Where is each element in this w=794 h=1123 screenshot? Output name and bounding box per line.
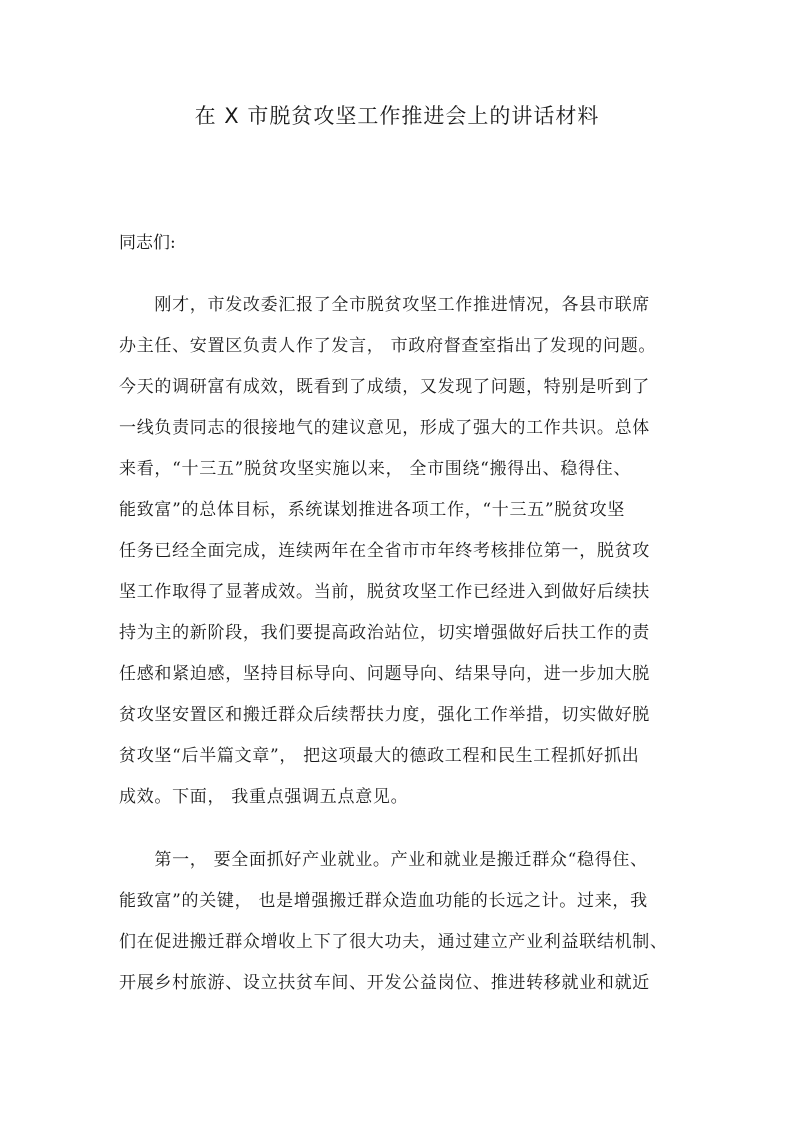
paragraph-line: 办主任、安置区负责人作了发言， 市政府督查室指出了发现的问题。 <box>119 336 657 356</box>
paragraph-line: 今天的调研富有成效，既看到了成绩，又发现了问题，特别是听到了 <box>119 377 650 397</box>
paragraph-line: 任务已经全面完成，连续两年在全省市市年终考核排位第一，脱贫攻 <box>119 541 650 561</box>
salutation: 同志们: <box>119 233 176 253</box>
paragraph-line: 开展乡村旅游、设立扶贫车间、开发公益岗位、推进转移就业和就近 <box>119 973 650 993</box>
paragraph-line: 能致富”的关键， 也是增强搬迁群众造血功能的长远之计。过来，我 <box>119 891 648 911</box>
document-title: 在 X 市脱贫攻坚工作推进会上的讲话材料 <box>194 104 600 128</box>
paragraph-line: 能致富”的总体目标，系统谋划推进各项工作，“十三五”脱贫攻坚 <box>119 500 626 520</box>
paragraph-line: 一线负责同志的很接地气的建议意见，形成了强大的工作共识。总体 <box>119 418 650 438</box>
paragraph-line: 持为主的新阶段，我们要提高政治站位，切实增强做好后扶工作的责 <box>119 623 650 643</box>
paragraph-line: 来看，“十三五”脱贫攻坚实施以来， 全市围绕“搬得出、稳得住、 <box>119 459 632 479</box>
paragraph-line: 们在促进搬迁群众增收上下了很大功夫，通过建立产业利益联结机制、 <box>119 932 668 952</box>
paragraph-line: 成效。下面， 我重点强调五点意见。 <box>119 787 409 807</box>
paragraph-line: 贫攻坚“后半篇文章”， 把这项最大的德政工程和民生工程抓好抓出 <box>119 746 640 766</box>
paragraph-line: 刚才，市发改委汇报了全市脱贫攻坚工作推进情况，各县市联席 <box>119 295 650 315</box>
paragraph-line: 任感和紧迫感，坚持目标导向、问题导向、结果导向，进一步加大脱 <box>119 664 650 684</box>
paragraph-line: 贫攻坚安置区和搬迁群众后续帮扶力度，强化工作举措，切实做好脱 <box>119 705 650 725</box>
paragraph-line: 第一， 要全面抓好产业就业。产业和就业是搬迁群众“稳得住、 <box>119 850 648 870</box>
paragraph-line: 坚工作取得了显著成效。当前，脱贫攻坚工作已经进入到做好后续扶 <box>119 582 650 602</box>
